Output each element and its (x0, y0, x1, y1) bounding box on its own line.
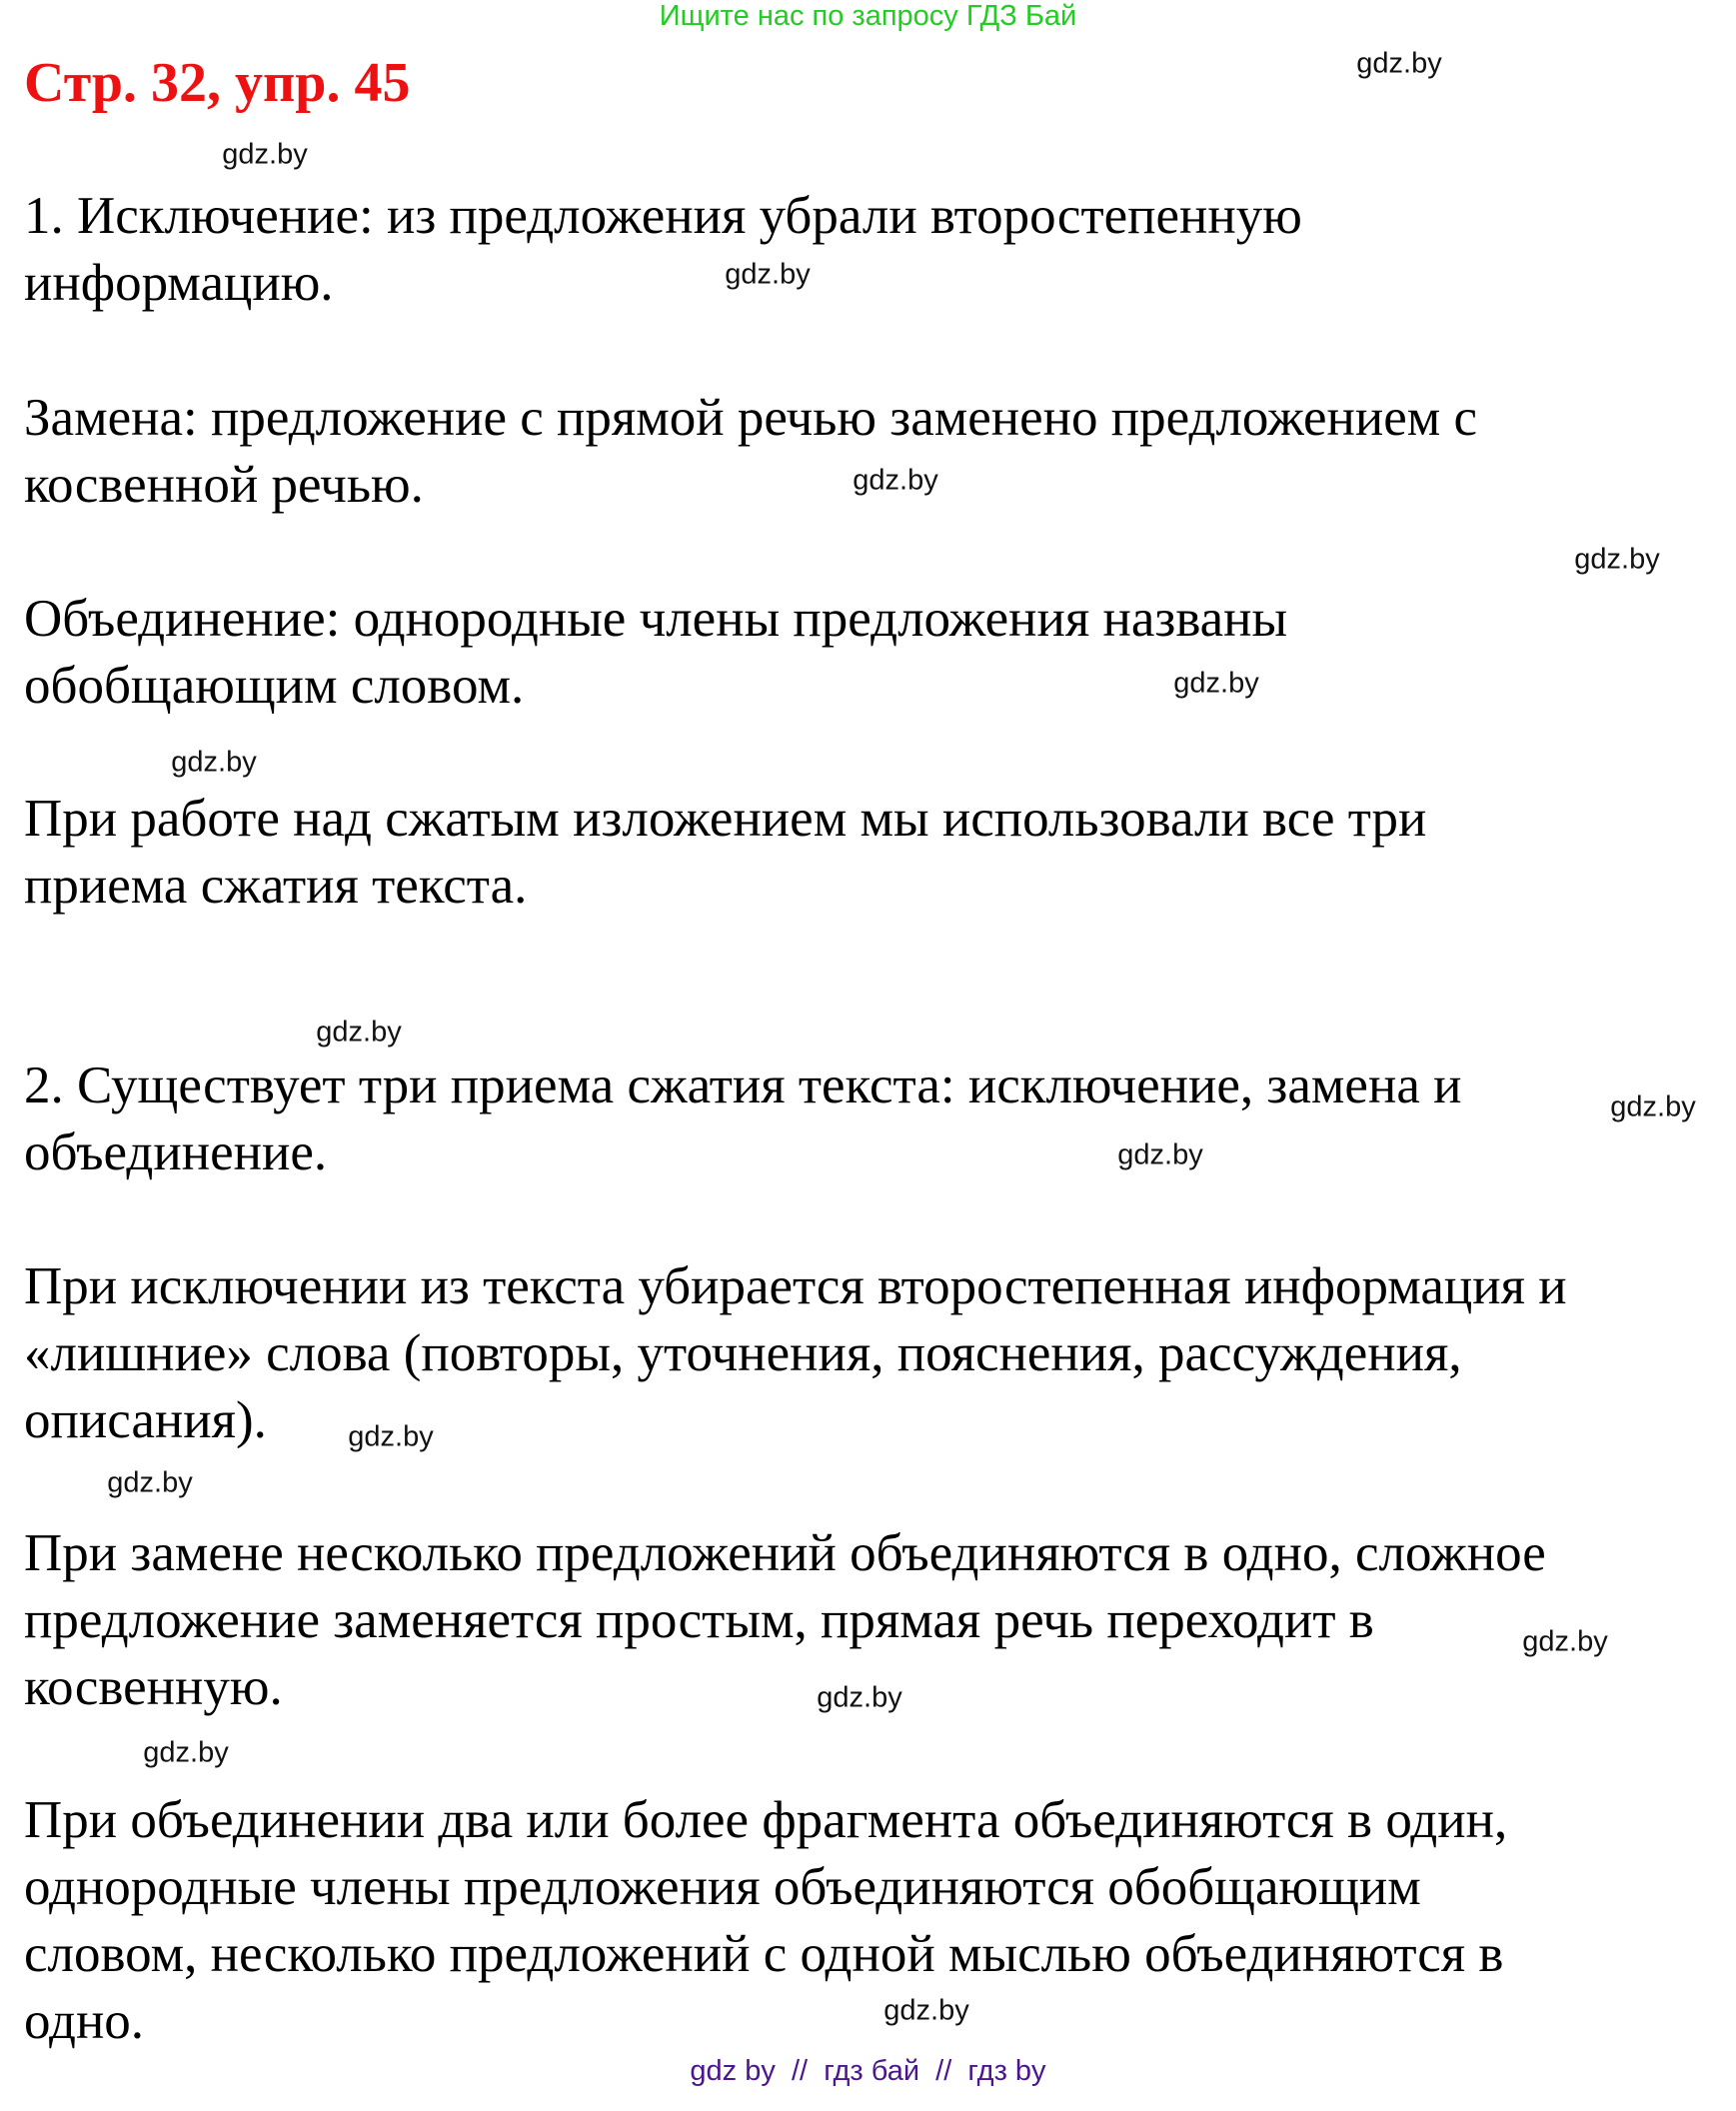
paragraph (24, 1787, 1507, 2055)
search-banner: Ищите нас по запросу ГДЗ Бай (659, 0, 1077, 32)
watermark: gdz.by (725, 258, 811, 291)
paragraph (24, 786, 1426, 920)
watermark: gdz.by (171, 746, 257, 779)
text-line: При исключении из текста убирается второстепенная информация и (24, 1257, 1567, 1315)
text-line: одно. (24, 1992, 145, 2050)
watermark: gdz.by (107, 1466, 193, 1499)
text-line: предложение заменяется простым, прямая речь переходит в (24, 1591, 1374, 1649)
watermark: gdz.by (1610, 1090, 1696, 1123)
paragraph (24, 1053, 1461, 1186)
watermark: gdz.by (1173, 667, 1259, 700)
paragraph (24, 385, 1477, 519)
watermark: gdz.by (853, 464, 938, 497)
text-line: описания). (24, 1391, 267, 1449)
page-title: Стр. 32, упр. 45 (24, 52, 411, 114)
text-line: При замене несколько предложений объединяются в одно, сложное (24, 1524, 1546, 1582)
watermark: gdz.by (222, 138, 308, 171)
text-line: приема сжатия текста. (24, 857, 528, 915)
text-line: информацию. (24, 254, 334, 312)
text-line: Объединение: однородные члены предложения названы (24, 590, 1288, 648)
paragraph (24, 1520, 1546, 1721)
text-line: обобщающим словом. (24, 657, 525, 715)
text-line: При работе над сжатым изложением мы использовали все три (24, 790, 1427, 848)
text-line: 1. Исключение: из предложения убрали второстепенную (24, 187, 1302, 245)
watermark: gdz.by (883, 1994, 969, 2027)
paragraph (24, 183, 1302, 317)
text-line: Замена: предложение с прямой речью заменено предложением с (24, 389, 1478, 447)
paragraph (24, 586, 1287, 720)
watermark: gdz.by (1117, 1138, 1203, 1171)
watermark: gdz.by (1574, 543, 1660, 576)
text-line: словом, несколько предложений с одной мыслью объединяются в (24, 1925, 1504, 1983)
watermark: gdz.by (1522, 1625, 1608, 1658)
paragraph (24, 1253, 1567, 1454)
text-line: однородные члены предложения объединяются обобщающим (24, 1858, 1421, 1916)
watermark: gdz.by (143, 1736, 229, 1769)
text-line: косвенную. (24, 1658, 283, 1716)
text-line: При объединении два или более фрагмента объединяются в один, (24, 1791, 1508, 1849)
text-line: 2. Существует три приема сжатия текста: исключение, замена и (24, 1056, 1462, 1114)
watermark: gdz.by (1356, 47, 1442, 80)
text-line: объединение. (24, 1123, 328, 1181)
watermark: gdz.by (316, 1016, 402, 1049)
watermark: gdz.by (817, 1681, 902, 1714)
footer-links: gdz by // гдз бай // гдз by (690, 2055, 1046, 2087)
text-line: косвенной речью. (24, 456, 424, 514)
text-line: «лишние» слова (повторы, уточнения, пояснения, рассуждения, (24, 1324, 1462, 1382)
watermark: gdz.by (348, 1420, 434, 1453)
